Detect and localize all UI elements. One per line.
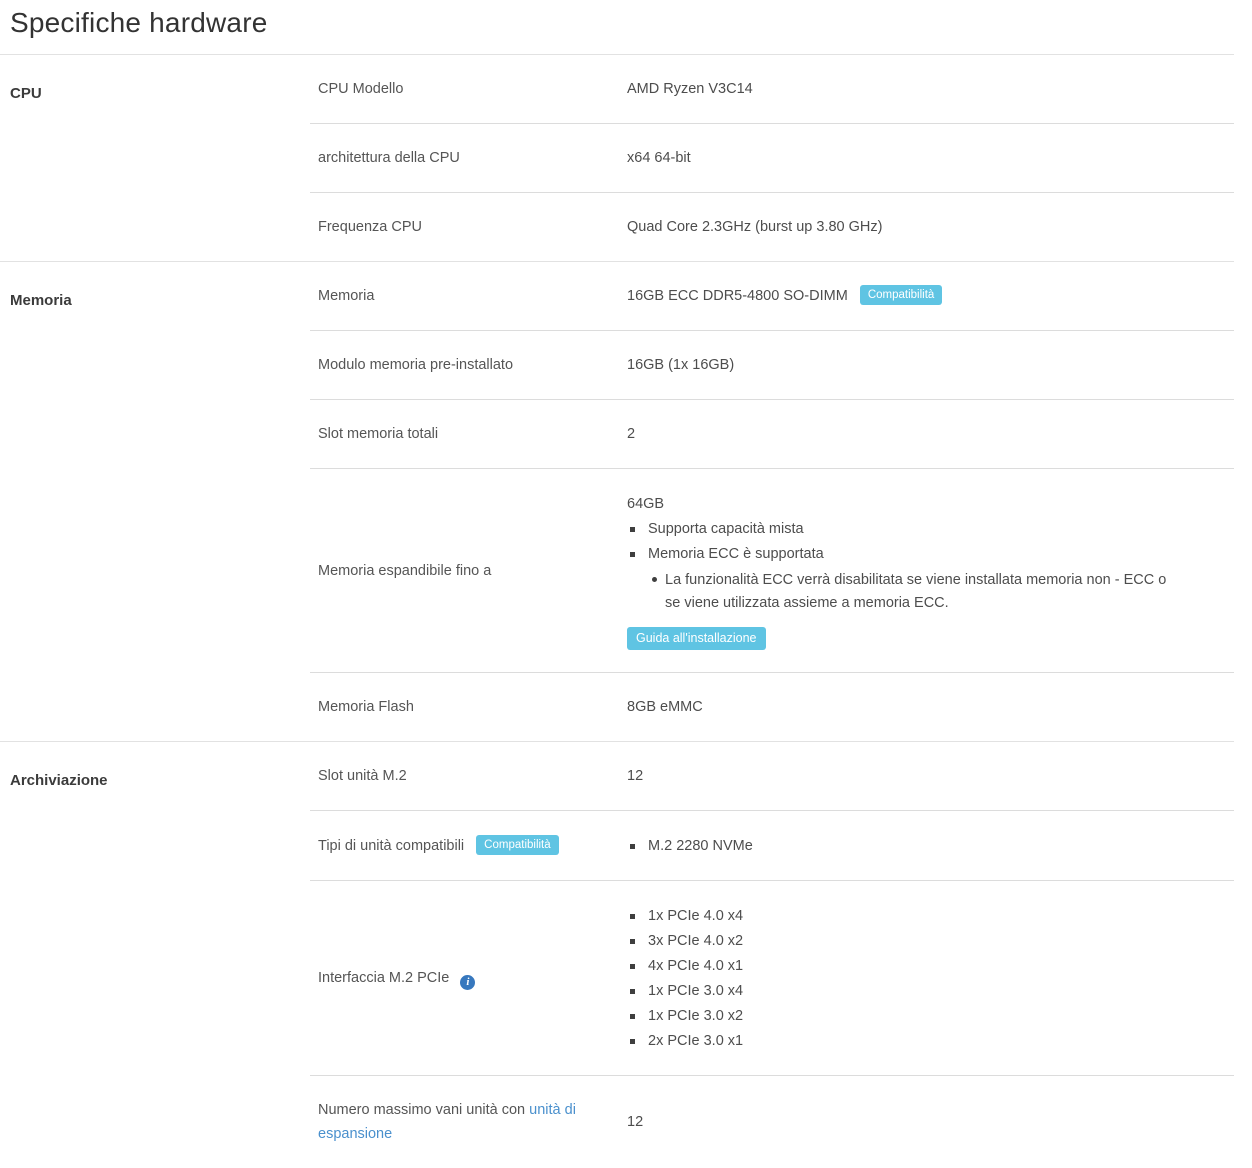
installation-guide-button[interactable]: Guida all'installazione bbox=[627, 627, 766, 650]
info-icon[interactable]: i bbox=[460, 975, 475, 990]
spec-value-text: 64GB bbox=[627, 495, 665, 512]
bullet-dot-icon bbox=[652, 577, 657, 582]
spec-row-compatible-drive-types bbox=[310, 810, 1234, 880]
spec-label: Modulo memoria pre-installato bbox=[318, 357, 514, 373]
spec-row-max-drive-bays bbox=[310, 1075, 1234, 1168]
spec-label: Memoria espandibile fino a bbox=[318, 562, 492, 579]
section-category-storage: Archiviazione bbox=[10, 772, 108, 789]
spec-row-cpu-frequency bbox=[310, 192, 1234, 261]
spec-row-memory bbox=[310, 262, 1234, 330]
compatibility-badge[interactable]: Compatibilità bbox=[476, 835, 558, 855]
section-cpu bbox=[0, 54, 1234, 261]
spec-label: Slot memoria totali bbox=[318, 426, 439, 442]
section-memory bbox=[0, 261, 1234, 741]
spec-label: architettura della CPU bbox=[318, 150, 460, 166]
spec-label bbox=[310, 812, 627, 880]
spec-value: 2 bbox=[627, 426, 636, 442]
spec-row-memory-slots bbox=[310, 399, 1234, 468]
bullet-square-icon bbox=[630, 844, 635, 849]
bullet-square-icon bbox=[630, 989, 635, 994]
bullet-square-icon bbox=[630, 527, 635, 532]
spec-row-m2-pcie-interface bbox=[310, 880, 1234, 1075]
spec-value: Quad Core 2.3GHz (burst up 3.80 GHz) bbox=[627, 219, 883, 235]
spec-label-text: Tipi di unità compatibili bbox=[318, 837, 465, 854]
spec-value: x64 64-bit bbox=[627, 150, 691, 166]
list-item-text: 3x PCIe 4.0 x2 bbox=[648, 932, 744, 949]
spec-value: 12 bbox=[627, 1114, 644, 1130]
spec-label-text: Interfaccia M.2 PCIe bbox=[318, 970, 450, 986]
list-item bbox=[627, 978, 1224, 1003]
list-item bbox=[627, 928, 1224, 953]
bullet-square-icon bbox=[630, 939, 635, 944]
spec-row-cpu-model bbox=[310, 55, 1234, 123]
spec-label: CPU Modello bbox=[318, 81, 404, 97]
spec-row-m2-slots bbox=[310, 742, 1234, 810]
spec-value bbox=[627, 264, 1234, 328]
spec-label bbox=[310, 1076, 627, 1168]
page-title: Specifiche hardware bbox=[10, 7, 268, 38]
spec-label: Slot unità M.2 bbox=[318, 768, 407, 784]
list-sub-item-text: La funzionalità ECC verrà disabilitata se viene installata memoria non - ECC o se viene utilizzata assieme a memoria ECC. bbox=[665, 571, 1167, 611]
bullet-square-icon bbox=[630, 914, 635, 919]
spec-row-preinstalled-module bbox=[310, 330, 1234, 399]
spec-value bbox=[627, 881, 1234, 1075]
spec-label: Memoria Flash bbox=[318, 699, 414, 715]
list-item-text: Memoria ECC è supportata bbox=[648, 545, 824, 562]
section-rows bbox=[310, 55, 1234, 261]
list-item-text: M.2 2280 NVMe bbox=[648, 837, 753, 854]
list-item bbox=[627, 1003, 1224, 1028]
section-category-memory: Memoria bbox=[10, 292, 72, 309]
list-item-text: 1x PCIe 4.0 x4 bbox=[648, 907, 744, 924]
bullet-square-icon bbox=[630, 552, 635, 557]
list-item-text: 4x PCIe 4.0 x1 bbox=[648, 957, 744, 974]
bullet-square-icon bbox=[630, 964, 635, 969]
spec-label: Frequenza CPU bbox=[318, 219, 422, 235]
list-item-text: Supporta capacità mista bbox=[648, 520, 804, 537]
list-item bbox=[627, 1028, 1224, 1053]
spec-label bbox=[310, 944, 627, 1012]
list-item-text: 2x PCIe 3.0 x1 bbox=[648, 1032, 744, 1049]
spec-row-flash-memory bbox=[310, 672, 1234, 741]
spec-label-text: Numero massimo vani unità con bbox=[318, 1102, 530, 1118]
section-rows bbox=[310, 262, 1234, 741]
spec-table bbox=[0, 54, 1234, 1168]
spec-row-cpu-architecture bbox=[310, 123, 1234, 192]
spec-value bbox=[627, 811, 1234, 880]
compatibility-badge[interactable]: Compatibilità bbox=[860, 285, 942, 305]
spec-value: AMD Ryzen V3C14 bbox=[627, 81, 753, 97]
spec-value-text: 16GB ECC DDR5-4800 SO-DIMM bbox=[627, 288, 848, 304]
list-item bbox=[627, 516, 1224, 541]
section-storage bbox=[0, 741, 1234, 1168]
list-item bbox=[627, 541, 1224, 566]
list-sub-item bbox=[652, 566, 1224, 617]
list-item-text: 1x PCIe 3.0 x4 bbox=[648, 982, 744, 999]
expansion-units-link[interactable]: unità di espansione bbox=[318, 1102, 576, 1142]
list-item-text: 1x PCIe 3.0 x2 bbox=[648, 1007, 744, 1024]
spec-row-expandable-memory bbox=[310, 468, 1234, 672]
list-item bbox=[627, 833, 1224, 858]
spec-value: 16GB (1x 16GB) bbox=[627, 357, 735, 373]
section-category-cpu: CPU bbox=[10, 85, 42, 102]
spec-value: 12 bbox=[627, 768, 644, 784]
bullet-square-icon bbox=[630, 1039, 635, 1044]
bullet-square-icon bbox=[630, 1014, 635, 1019]
list-item bbox=[627, 953, 1224, 978]
spec-value bbox=[627, 469, 1234, 672]
list-item bbox=[627, 903, 1224, 928]
section-rows bbox=[310, 742, 1234, 1168]
spec-label: Memoria bbox=[318, 288, 375, 304]
spec-value: 8GB eMMC bbox=[627, 699, 703, 715]
